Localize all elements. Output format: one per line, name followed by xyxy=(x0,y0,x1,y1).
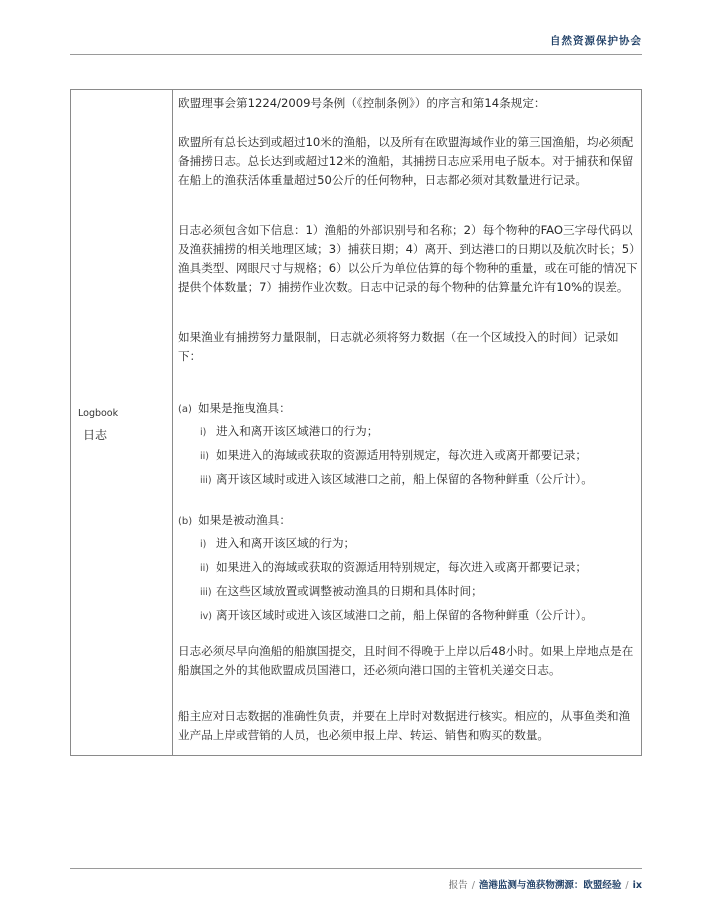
list-item: ii) 如果进入的海域或获取的资源适用特别规定，每次进入或离开都要记录； xyxy=(200,560,588,574)
footer-rule xyxy=(70,868,642,869)
paragraph-submission: 日志必须尽早向渔船的船旗国提交，且时间不得晚于上岸以后48小时。如果上岸地点是在船旗国之外的其他欧盟成员国港口，还必须向港口国的主管机关递交日志。 xyxy=(178,644,634,677)
list-item: iii) 离开该区域时或进入该区域港口之前，船上保留的各物种鲜重（公斤计）。 xyxy=(200,472,593,486)
logbook-table xyxy=(70,89,642,756)
footer-report: 报告 xyxy=(448,880,468,891)
row-label-en: Logbook xyxy=(78,408,119,419)
row-label-zh: 日志 xyxy=(83,428,108,442)
list-a-heading: (a) 如果是拖曳渔具： xyxy=(178,401,291,415)
header-title: 自然资源保护协会 xyxy=(550,35,642,47)
paragraph-effort-limit: 如果渔业有捕捞努力量限制，日志就必须将努力数据（在一个区域投入的时间）记录如下： xyxy=(178,330,619,363)
footer-separator: / xyxy=(625,880,629,891)
paragraph-logbook-contents: 日志必须包含如下信息：1）渔船的外部识别号和名称；2）每个物种的FAO三字母代码以及渔获捕捞的相关地理区域；3）捕获日期；4）离开、到达港口的日期以及航次时长；5）渔具类型、网眼尺寸与规格；6）以公斤为单位估算的每个物种的重量，或在可能的情况下提供个体数量；7）捕捞作业次数。日志中记录的每个物种的估算量允许有10%的误差。 xyxy=(178,223,638,294)
paragraph-logbook-requirement: 欧盟所有总长达到或超过10米的渔船，以及所有在欧盟海域作业的第三国渔船，均必须配备捕捞日志。总长达到或超过12米的渔船，其捕捞日志应采用电子版本。对于捕获和保留在船上的渔获活体重量超过50公斤的任何物种，日志都必须对其数量进行记录。 xyxy=(178,135,634,187)
list-item: ii) 如果进入的海域或获取的资源适用特别规定，每次进入或离开都要记录； xyxy=(200,448,588,462)
list-a xyxy=(178,420,638,492)
list-item: i) 进入和离开该区域港口的行为； xyxy=(200,424,379,438)
row-label xyxy=(78,408,118,443)
footer xyxy=(449,877,642,891)
list-b xyxy=(178,532,638,628)
column-divider xyxy=(172,90,173,755)
paragraph-responsibility: 船主应对日志数据的准确性负责，并要在上岸时对数据进行核实。相应的，从事鱼类和渔业产品上岸或营销的人员，也必须申报上岸、转运、销售和购买的数量。 xyxy=(178,709,631,742)
paragraph-intro: 欧盟理事会第1224/2009号条例（《控制条例》）的序言和第14条规定： xyxy=(178,96,546,110)
list-b-heading: (b) 如果是被动渔具： xyxy=(178,513,291,527)
header-rule xyxy=(70,54,642,55)
page-number: ix xyxy=(632,880,642,891)
list-item: iii) 在这些区域放置或调整被动渔具的日期和具体时间； xyxy=(200,584,483,598)
footer-separator: / xyxy=(471,880,475,891)
footer-title: 渔港监测与渔获物溯源：欧盟经验 xyxy=(478,880,622,891)
list-item: i) 进入和离开该区域的行为； xyxy=(200,536,356,550)
row-content xyxy=(178,94,638,745)
list-item: iv) 离开该区域时或进入该区域港口之前，船上保留的各物种鲜重（公斤计）。 xyxy=(200,608,593,622)
